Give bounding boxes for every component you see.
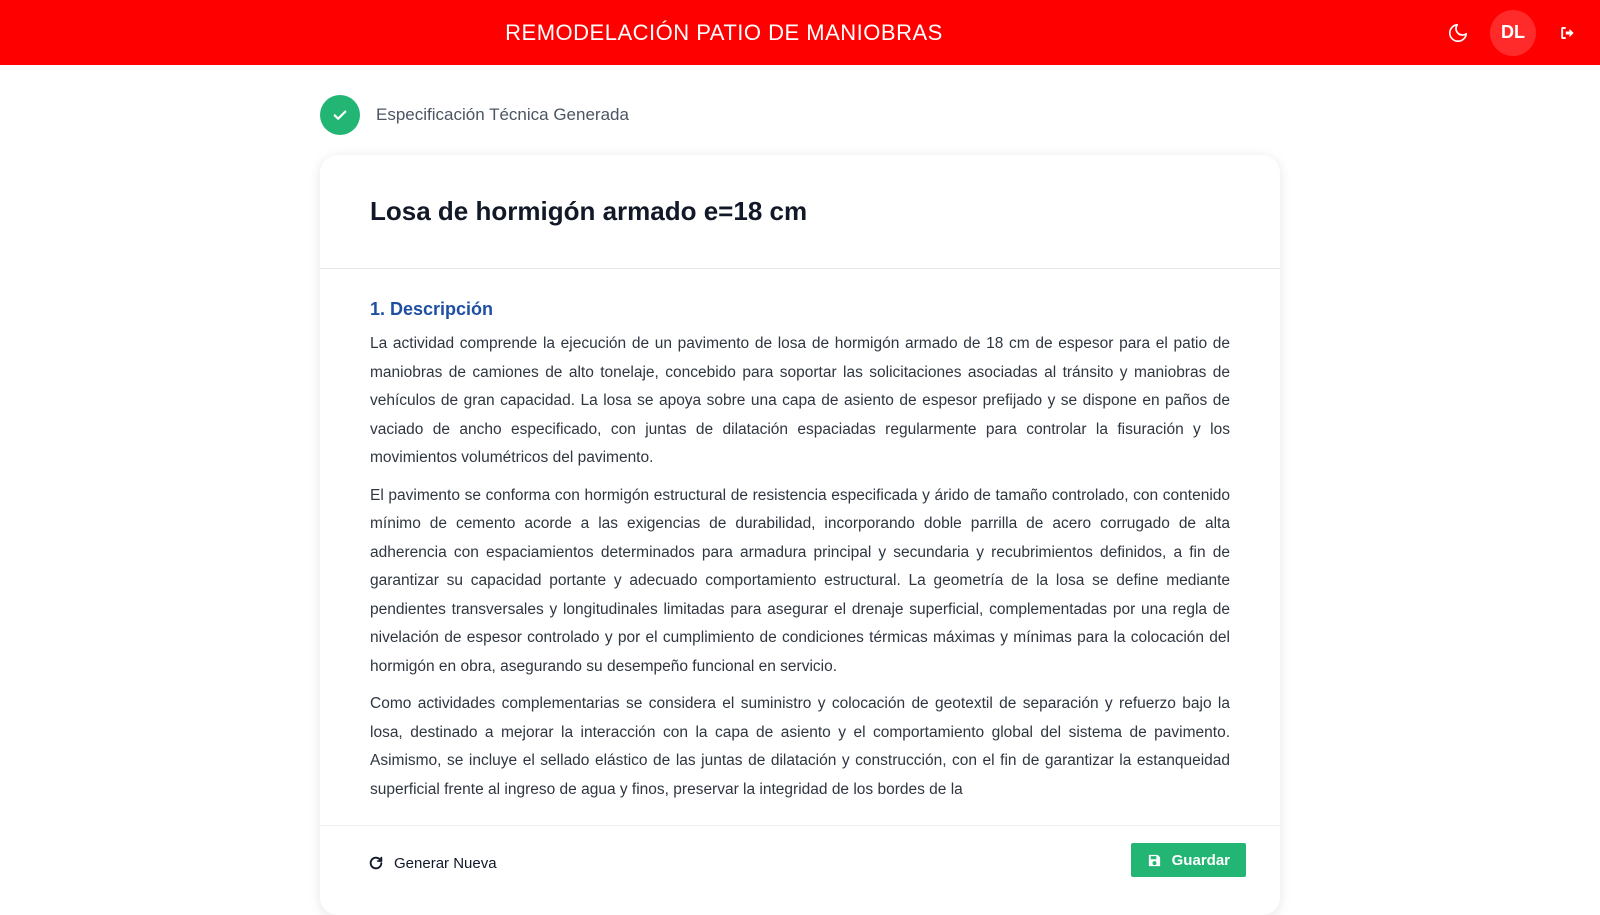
- generation-status: [320, 95, 629, 135]
- theme-toggle-button[interactable]: [1442, 17, 1474, 49]
- header-actions: [1442, 0, 1584, 65]
- paragraph: La actividad comprende la ejecución de un pavimento de losa de hormigón armado de 18 cm de espesor para el patio de maniobras de camiones de alto tonelaje, concebido para soportar las solicitaciones asociadas al tránsito y maniobras de vehículos de gran capacidad. La losa se apoya sobre una capa de asiento de espesor prefijado y se dispone en paños de vaciado de ancho especificado, con juntas de dilatación espaciadas regularmente para controlar la fisuración y los movimientos volumétricos del pavimento.: [370, 335, 1230, 466]
- generate-new-button[interactable]: [368, 843, 497, 883]
- specification-title: Losa de hormigón armado e=18 cm: [370, 196, 808, 226]
- status-text: Especificación Técnica Generada: [376, 105, 629, 124]
- refresh-icon: [368, 855, 384, 871]
- logout-icon: [1559, 24, 1577, 42]
- project-title: REMODELACIÓN PATIO DE MANIOBRAS: [505, 20, 943, 45]
- generate-new-label: Generar Nueva: [394, 854, 497, 872]
- user-avatar[interactable]: DL: [1490, 10, 1536, 56]
- card-footer: [320, 825, 1280, 915]
- save-button[interactable]: [1131, 843, 1246, 877]
- app-header: [0, 0, 1600, 65]
- card-header: [320, 155, 1280, 269]
- save-icon: [1147, 853, 1162, 868]
- logout-button[interactable]: [1552, 17, 1584, 49]
- specification-content[interactable]: [320, 269, 1280, 829]
- paragraph: El pavimento se conforma con hormigón estructural de resistencia especificada y árido de tamaño controlado, con contenido mínimo de cemento acorde a las exigencias de durabilidad, incorporando doble parrilla de acero corrugado de alta adherencia con espaciamientos determinados para armadura principal y secundaria y recubrimientos definidos, a fin de garantizar su capacidad portante y adecuado comportamiento estructural. La geometría de la losa se define mediante pendientes transversales y longitudinales limitadas para asegurar el drenaje superficial, complementadas por una regla de nivelación de espesor controlado y por el cumplimiento de condiciones térmicas máximas y mínimas para la colocación del hormigón en obra, asegurando su desempeño funcional en servicio.: [370, 486, 1230, 675]
- moon-icon: [1447, 22, 1469, 44]
- save-label: Guardar: [1171, 851, 1230, 869]
- section-heading: 1. Descripción: [370, 299, 494, 319]
- check-circle-icon: [320, 95, 360, 135]
- paragraph: Como actividades complementarias se considera el suministro y colocación de geotextil de separación y refuerzo bajo la losa, destinado a mejorar la interacción con la capa de asiento y el comportamiento global del sistema de pavimento. Asimismo, se incluye el sellado elástico de las juntas de dilatación y construcción, con el fin de garantizar la estanqueidad superficial frente al ingreso de agua y finos, preservar la integridad de los bordes de la: [370, 695, 1230, 798]
- specification-card: [320, 155, 1280, 915]
